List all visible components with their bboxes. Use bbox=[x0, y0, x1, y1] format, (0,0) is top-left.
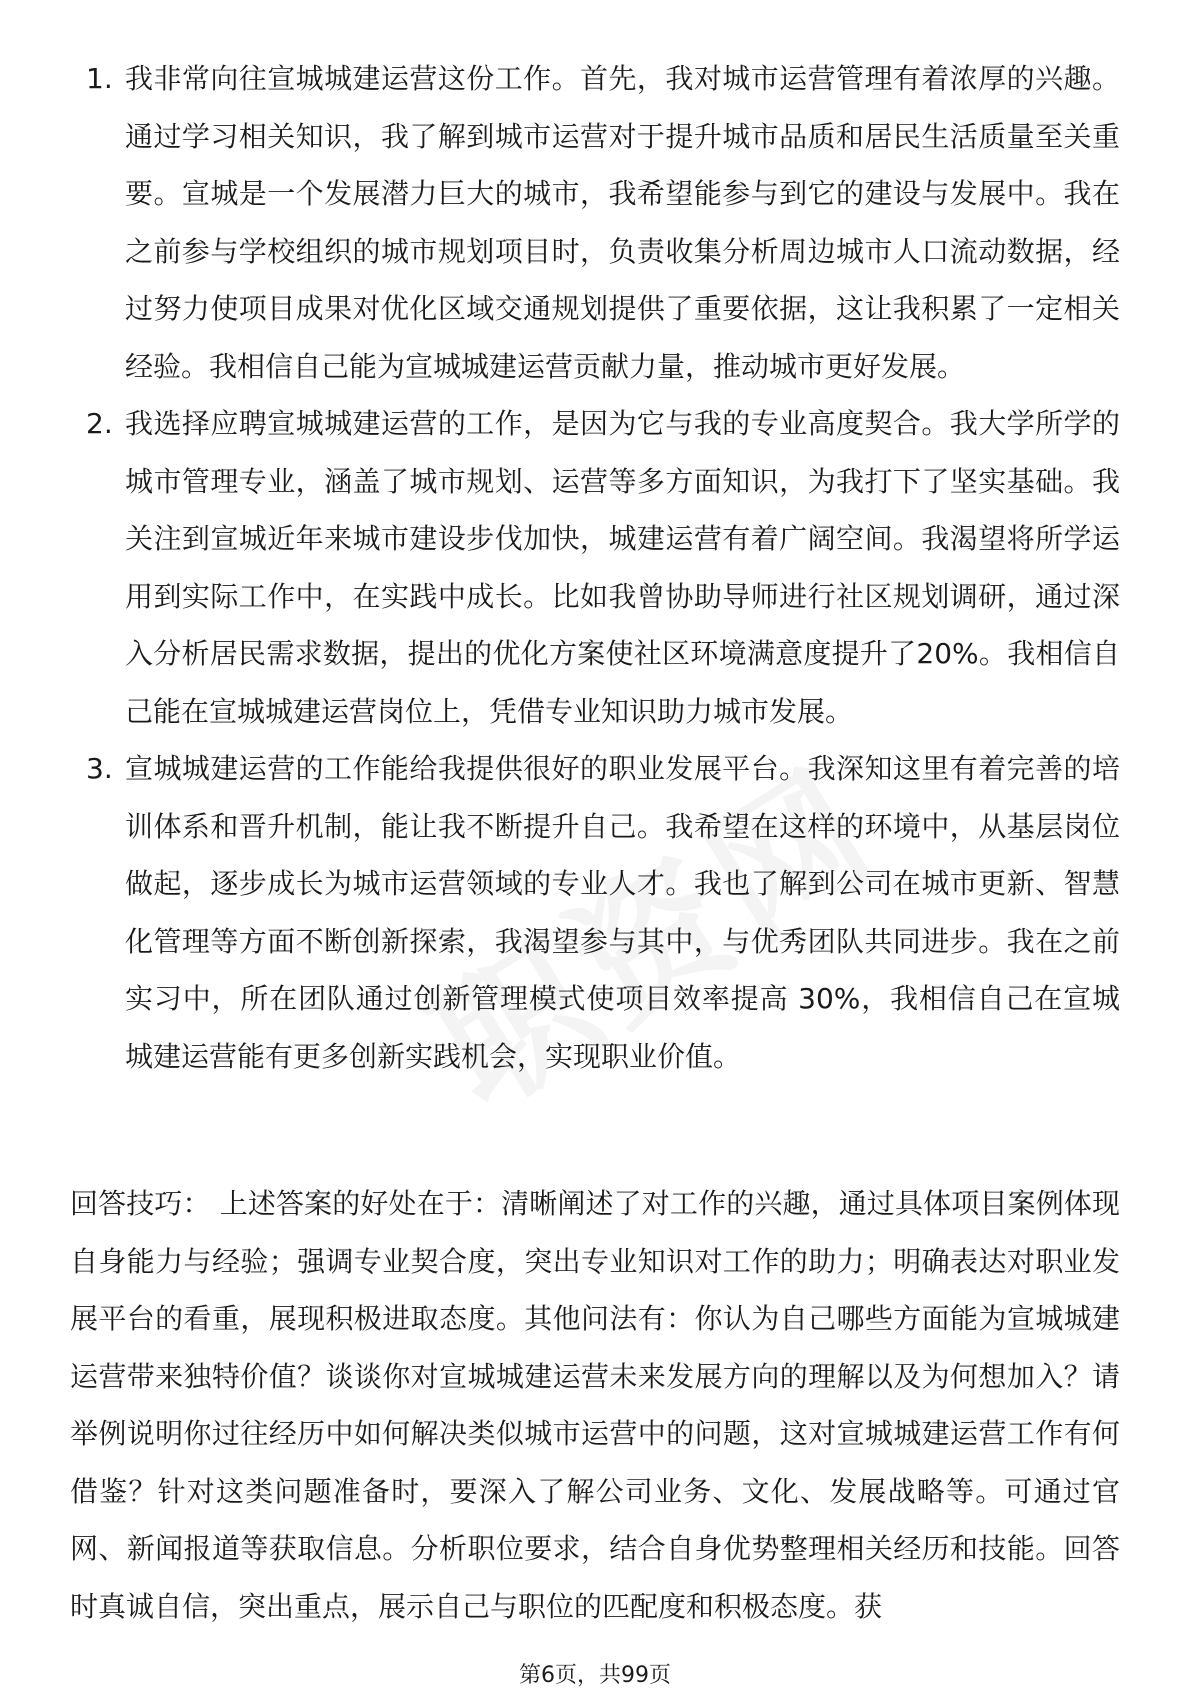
answer-list bbox=[0, 50, 1190, 1085]
list-item-text: 宣城城建运营的工作能给我提供很好的职业发展平台。我深知这里有着完善的培训体系和晋升机制，能让我不断提升自己。我希望在这样的环境中，从基层岗位做起，逐步成长为城市运营领域的专业人才。我也了解到公司在城市更新、智慧化管理等方面不断创新探索，我渴望参与其中，与优秀团队共同进步。我在之前实习中，所在团队通过创新管理模式使项目效率提高 30%，我相信自己在宣城城建运营能有更多创新实践机会，实现职业价值。 bbox=[125, 752, 1120, 1073]
list-item-text: 我非常向往宣城城建运营这份工作。首先，我对城市运营管理有着浓厚的兴趣。通过学习相关知识，我了解到城市运营对于提升城市品质和居民生活质量至关重要。宣城是一个发展潜力巨大的城市，我希望能参与到它的建设与发展中。我在之前参与学校组织的城市规划项目时，负责收集分析周边城市人口流动数据，经过努力使项目成果对优化区域交通规划提供了重要依据，这让我积累了一定相关经验。我相信自己能为宣城城建运营贡献力量，推动城市更好发展。 bbox=[125, 62, 1120, 383]
list-item-number: 3. bbox=[86, 752, 113, 785]
list-item-text: 我选择应聘宣城城建运营的工作，是因为它与我的专业高度契合。我大学所学的城市管理专业，涵盖了城市规划、运营等多方面知识，为我打下了坚实基础。我关注到宣城近年来城市建设步伐加快，城建运营有着广阔空间。我渴望将所学运用到实际工作中，在实践中成长。比如我曾协助导师进行社区规划调研，通过深入分析居民需求数据，提出的优化方案使社区环境满意度提升了20%。我相信自己能在宣城城建运营岗位上，凭借专业知识助力城市发展。 bbox=[125, 407, 1120, 728]
answer-tips-paragraph: 回答技巧： 上述答案的好处在于：清晰阐述了对工作的兴趣，通过具体项目案例体现自身能力与经验；强调专业契合度，突出专业知识对工作的助力；明确表达对职业发展平台的看重，展现积极进取态度。其他问法有：你认为自己哪些方面能为宣城城建运营带来独特价值？谈谈你对宣城城建运营未来发展方向的理解以及为何想加入？请举例说明你过往经历中如何解决类似城市运营中的问题，这对宣城城建运营工作有何借鉴？针对这类问题准备时，要深入了解公司业务、文化、发展战略等。可通过官网、新闻报道等获取信息。分析职位要求，结合自身优势整理相关经历和技能。回答时真诚自信，突出重点，展示自己与职位的匹配度和积极态度。获 bbox=[70, 1187, 1120, 1623]
list-item-number: 1. bbox=[86, 62, 113, 95]
list-item bbox=[0, 50, 1190, 395]
list-item bbox=[0, 740, 1190, 1085]
list-item-number: 2. bbox=[86, 407, 113, 440]
page-number-footer: 第6页，共99页 bbox=[519, 1663, 671, 1688]
list-item bbox=[0, 395, 1190, 740]
